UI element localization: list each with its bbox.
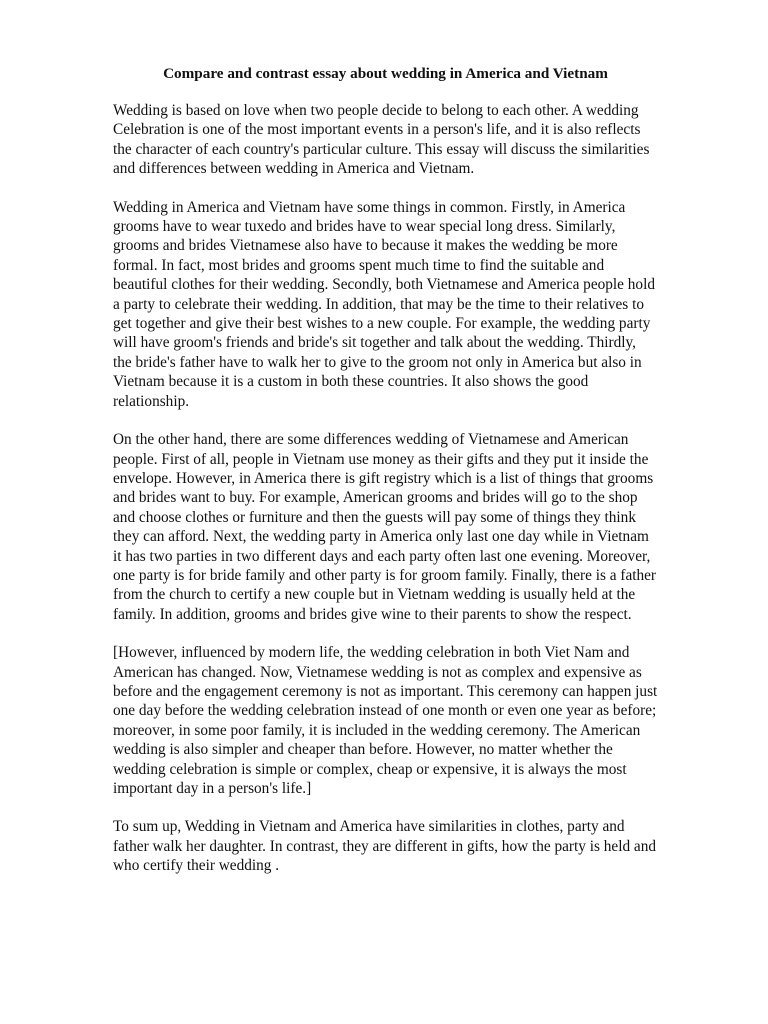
essay-title: Compare and contrast essay about wedding in America and Vietnam: [163, 65, 608, 82]
paragraph-conclusion: To sum up, Wedding in Vietnam and America have similarities in clothes, party and father walk her daughter. In contrast, they are different in gifts, how the party is held and who certify their wedding .: [113, 818, 657, 875]
document-page: [113, 64, 658, 895]
paragraph-differences: On the other hand, there are some differences wedding of Vietnamese and American people. First of all, people in Vietnam use money as their gifts and they put it inside the envelope. However, in America there is gift registry which is a list of things that grooms and brides want to buy. For example, American grooms and brides will go to the shop and choose clothes or furniture and then the guests will pay some of things they think they can afford. Next, the wedding party in America only last one day while in Vietnam it has two parties in two different days and each party often last one evening. Moreover, one party is for bride family and other party is for groom family. Finally, there is a father from the church to certify a new couple but in Vietnam wedding is usually held at the family. In addition, grooms and brides give wine to their parents to show the respect.: [113, 431, 657, 623]
paragraph-introduction: Wedding is based on love when two people decide to belong to each other. A wedding Celebration is one of the most important events in a person's life, and it is also reflects the character of each country's particular culture. This essay will discuss the similarities and differences between wedding in America and Vietnam.: [113, 102, 650, 178]
paragraph-modern-changes: [However, influenced by modern life, the wedding celebration in both Viet Nam and American has changed. Now, Vietnamese wedding is not as complex and expensive as before and the engagement ceremony is not as important. This ceremony can happen just one day before the wedding celebration instead of one month or even one year as before; moreover, in some poor family, it is included in the wedding ceremony. The American wedding is also simpler and cheaper than before. However, no matter whether the wedding celebration is simple or complex, cheap or expensive, it is always the most important day in a person's life.]: [113, 644, 658, 797]
paragraph-similarities: Wedding in America and Vietnam have some things in common. Firstly, in America grooms have to wear tuxedo and brides have to wear special long dress. Similarly, grooms and brides Vietnamese also have to because it makes the wedding be more formal. In fact, most brides and grooms spent much time to find the suitable and beautiful clothes for their wedding. Secondly, both Vietnamese and America people hold a party to celebrate their wedding. In addition, that may be the time to their relatives to get together and give their best wishes to a new couple. For example, the wedding party will have groom's friends and bride's sit together and talk about the wedding. Thirdly, the bride's father have to walk her to give to the groom not only in America but also in Vietnam because it is a custom in both these countries. It also shows the good relationship.: [113, 198, 655, 410]
